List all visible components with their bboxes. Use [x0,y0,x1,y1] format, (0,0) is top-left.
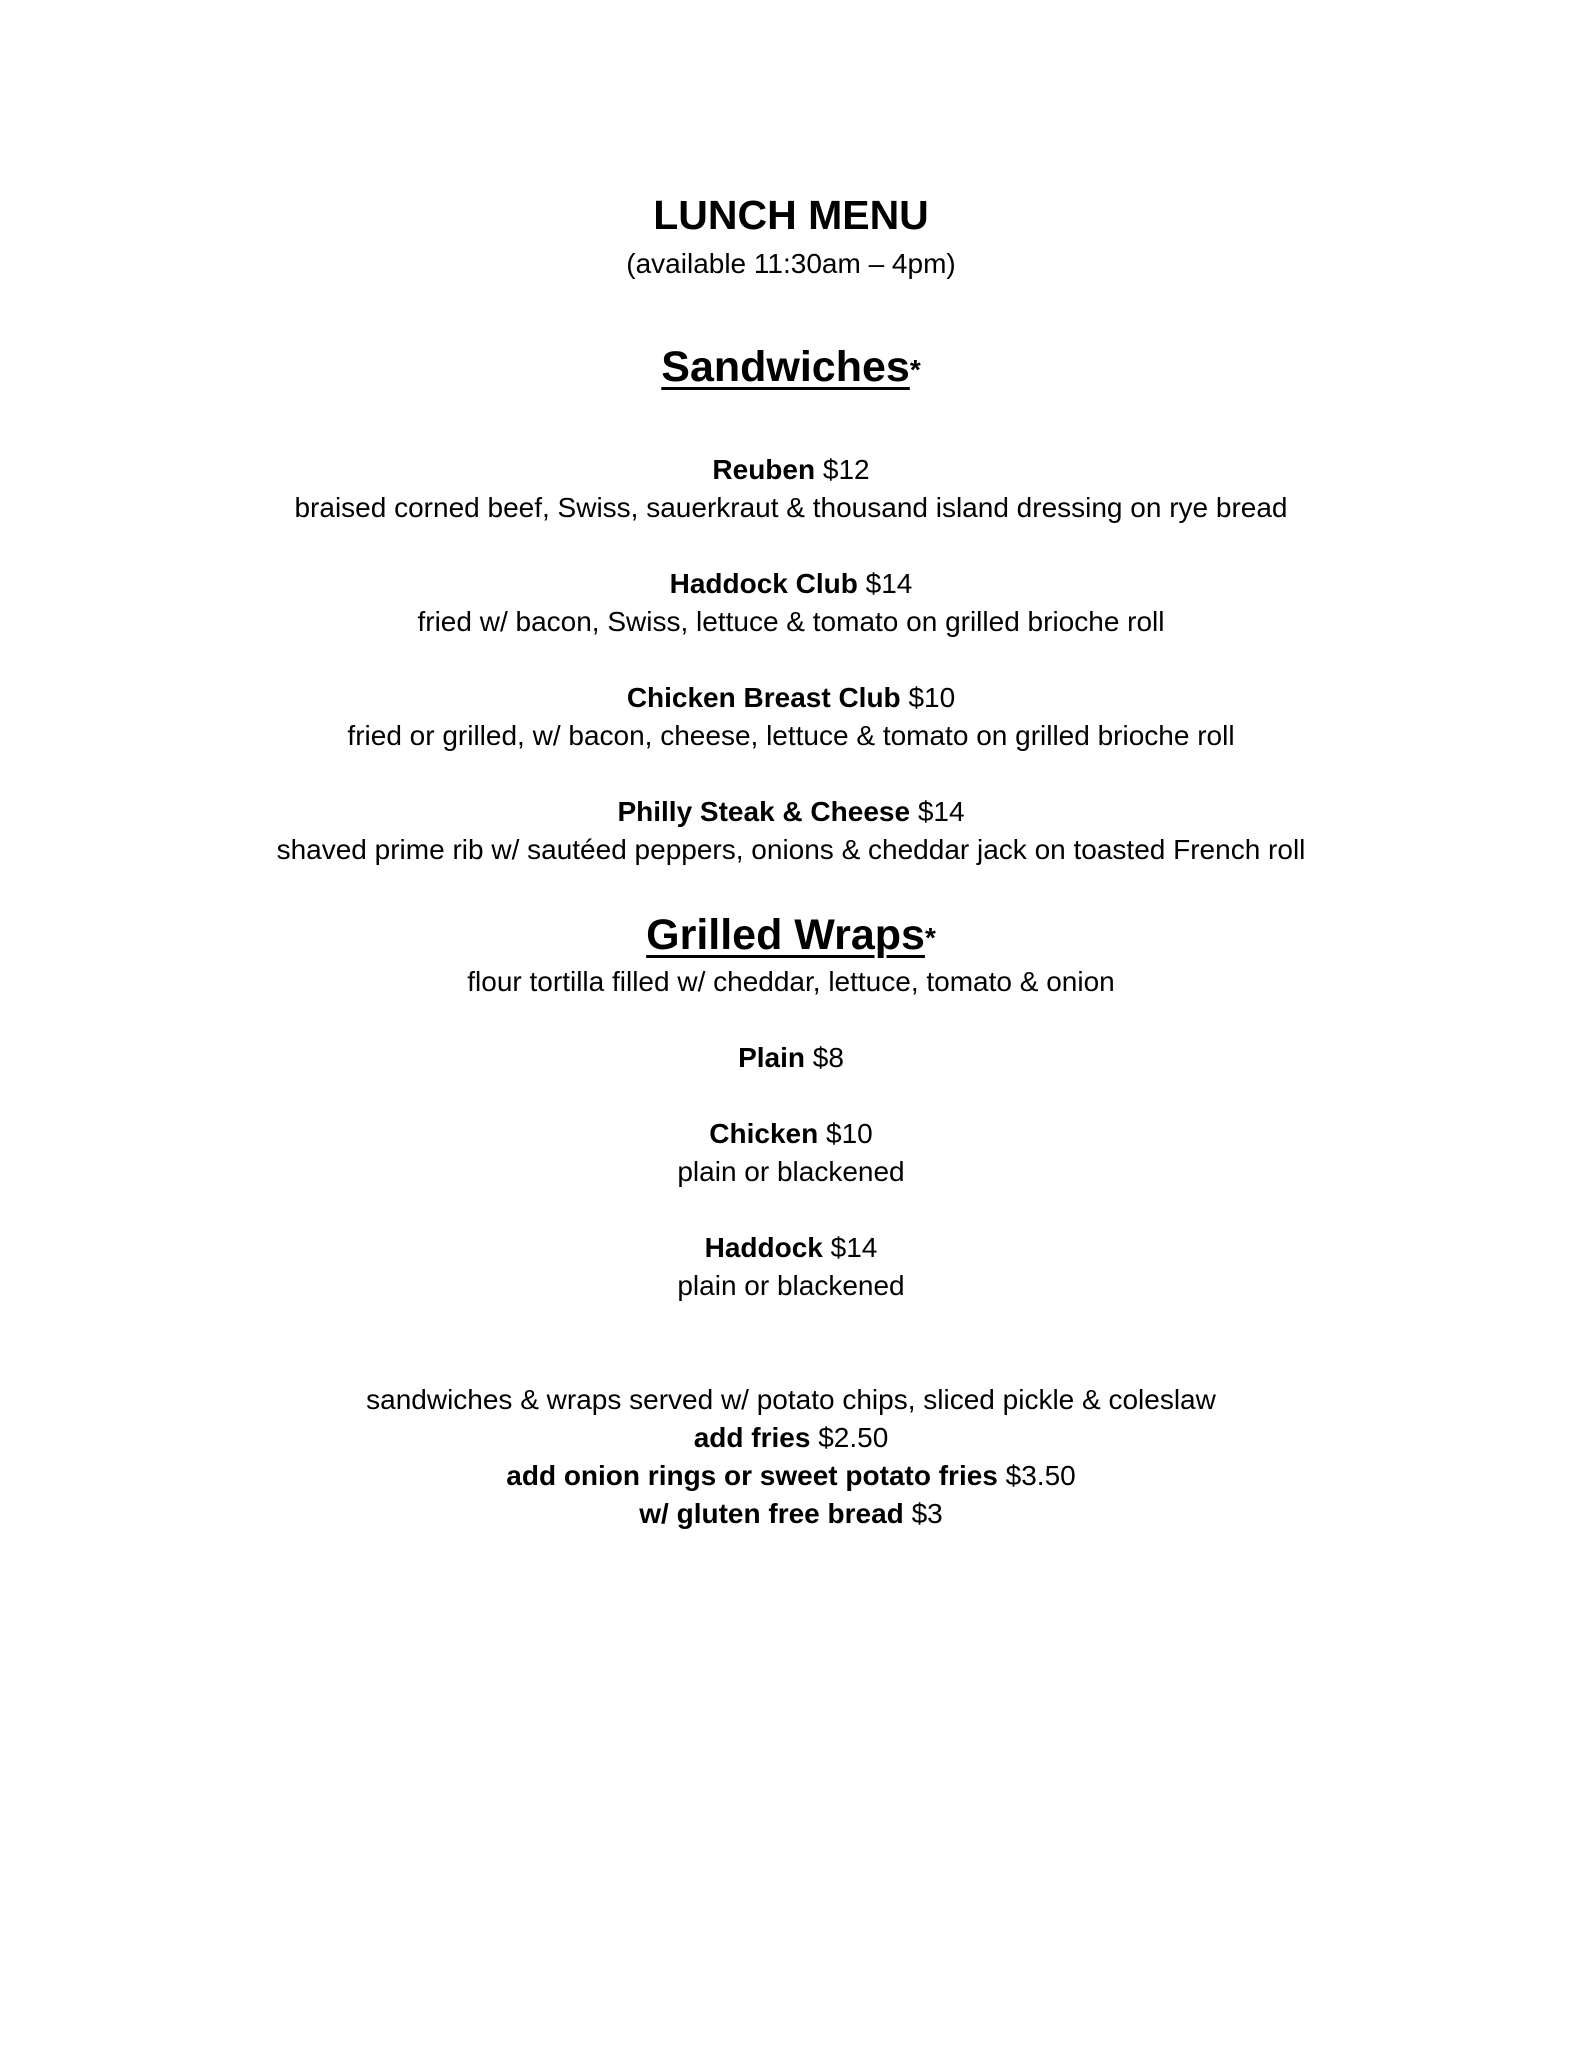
item-price: $8 [812,1042,844,1073]
addon-price: $3 [911,1498,943,1529]
section-heading-text: Sandwiches [661,343,910,391]
item-price: $14 [917,796,965,827]
item-name: Chicken [709,1118,819,1149]
addon-price: $2.50 [818,1422,889,1453]
menu-item-reuben [0,452,1582,488]
addon-fries [0,1420,1582,1456]
section-heading-text: Grilled Wraps [646,911,925,959]
asterisk-marker: * [924,922,936,953]
item-name: Haddock [704,1232,823,1263]
menu-item-philly-steak [0,794,1582,830]
section-heading-wraps [0,908,1582,965]
served-with-note: sandwiches & wraps served w/ potato chips, sliced pickle & coleslaw [366,1384,1216,1415]
item-price: $10 [826,1118,873,1149]
item-price: $12 [822,454,870,485]
item-description: plain or blackened [677,1156,905,1187]
item-name: Chicken Breast Club [626,682,901,713]
item-description: fried or grilled, w/ bacon, cheese, lettuce & tomato on grilled brioche roll [347,720,1235,751]
menu-item-haddock-club [0,566,1582,602]
item-price: $10 [908,682,956,713]
wraps-intro: flour tortilla filled w/ cheddar, lettuce, tomato & onion [467,966,1115,997]
item-name: Haddock Club [669,568,858,599]
item-description: braised corned beef, Swiss, sauerkraut & thousand island dressing on rye bread [294,492,1288,523]
item-price: $14 [830,1232,878,1263]
item-description: fried w/ bacon, Swiss, lettuce & tomato on grilled brioche roll [417,606,1165,637]
section-heading-sandwiches [0,340,1582,397]
page-title: LUNCH MENU [653,192,929,238]
menu-item-chicken-breast-club [0,680,1582,716]
menu-item-haddock-wrap [0,1230,1582,1266]
item-name: Philly Steak & Cheese [617,796,911,827]
asterisk-marker: * [909,354,921,385]
item-description: plain or blackened [677,1270,905,1301]
menu-item-plain-wrap [0,1040,1582,1076]
item-price: $14 [865,568,913,599]
item-name: Reuben [712,454,816,485]
addon-label: add fries [693,1422,811,1453]
item-description: shaved prime rib w/ sautéed peppers, onions & cheddar jack on toasted French roll [276,834,1306,865]
addon-label: add onion rings or sweet potato fries [506,1460,998,1491]
availability-hours: (available 11:30am – 4pm) [626,248,956,279]
addon-gluten-free [0,1496,1582,1532]
addon-price: $3.50 [1005,1460,1076,1491]
addon-label: w/ gluten free bread [639,1498,904,1529]
addon-onion-rings [0,1458,1582,1494]
item-name: Plain [738,1042,805,1073]
menu-item-chicken-wrap [0,1116,1582,1152]
